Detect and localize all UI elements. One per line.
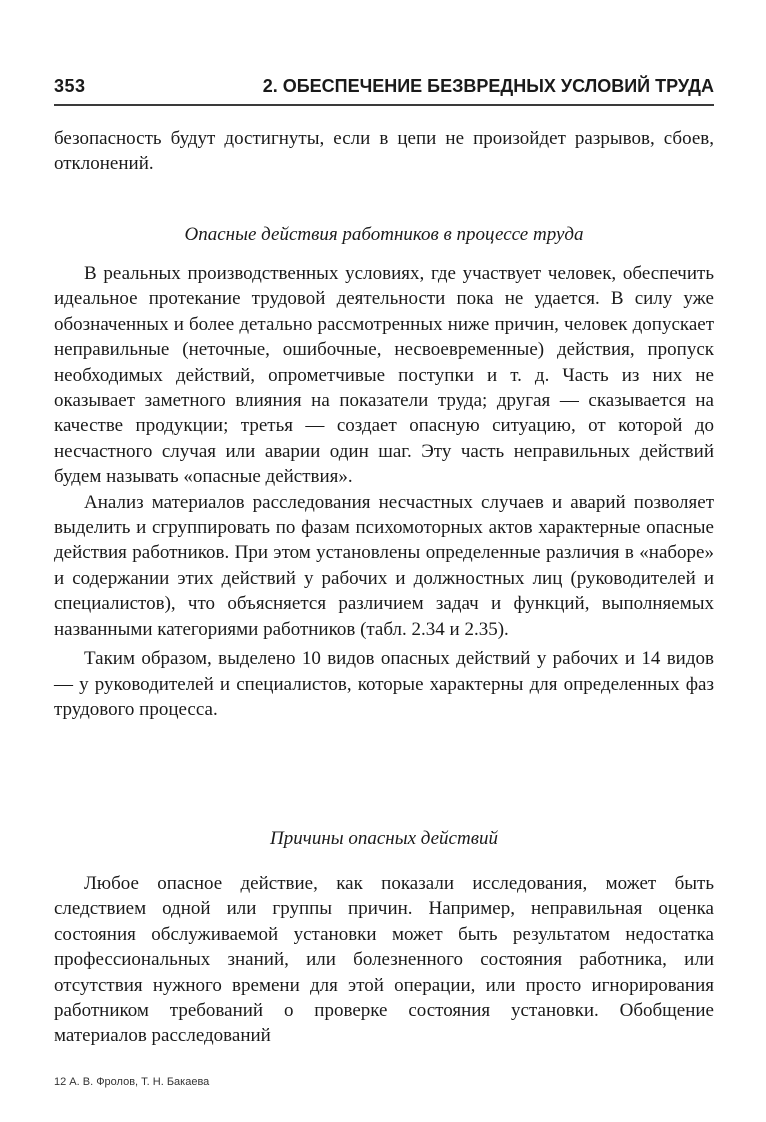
section1-paragraph-3: Таким образом, выделено 10 видов опасных действий у рабочих и 14 видов — у руководителей и специалистов, которые характерны для определенных фаз трудового процесса.: [54, 648, 714, 720]
page-header: [54, 76, 714, 100]
intro-block: [54, 126, 714, 177]
intro-paragraph: безопасность будут достигнуты, если в цепи не произойдет разрывов, сбоев, отклонений.: [54, 128, 714, 175]
section1-paragraph-1: В реальных производственных условиях, где участвует человек, обеспечить идеальное протекание трудовой деятельности пока не удается. В силу уже обозначенных и более детально рассмотренных ниже причин, человек допускает неправильные (неточные, ошибочные, несвоевременные) действия, пропуск необходимых действий, опрометчивые поступки и т. д. Часть из них не оказывает заметного влияния на показатели труда; другая — сказывается на качестве продукции; третья — создает опасную ситуацию, от которой до несчастного случая или аварии один шаг. Эту часть неправильных действий будем называть «опасные действия».: [54, 263, 714, 488]
section1-body: [54, 261, 714, 722]
section2-paragraph: Любое опасное действие, как показали исследования, может быть следствием одной или группы причин. Например, неправильная оценка состояния обслуживаемой установки может быть результатом недостатка профессиональных знаний, или болезненного состояния работника, или отсутствия нужного времени для этой операции, или просто игнорирования работником требований о проверке состояния установки. Обобщение материалов расследований: [54, 873, 714, 1047]
footer-signature: 12 А. В. Фролов, Т. Н. Бакаева: [54, 1076, 210, 1088]
section2-heading: Причины опасных действий: [270, 828, 498, 849]
header-rule: [54, 104, 714, 106]
page-number: 353: [54, 76, 86, 96]
section1-heading: Опасные действия работников в процессе труда: [184, 224, 584, 245]
running-title: 2. ОБЕСПЕЧЕНИЕ БЕЗВРЕДНЫХ УСЛОВИЙ ТРУДА: [262, 76, 714, 96]
section1-paragraph-2: Анализ материалов расследования несчастных случаев и аварий позволяет выделить и сгруппировать по фазам психомоторных актов характерные опасные действия работников. При этом установлены определенные различия в «наборе» и содержании этих действий у рабочих и должностных лиц (руководителей и специалистов), что объясняется различием задач и функций, выполняемых названными категориями работников (табл. 2.34 и 2.35).: [54, 491, 714, 640]
section2-body: [54, 871, 714, 1049]
